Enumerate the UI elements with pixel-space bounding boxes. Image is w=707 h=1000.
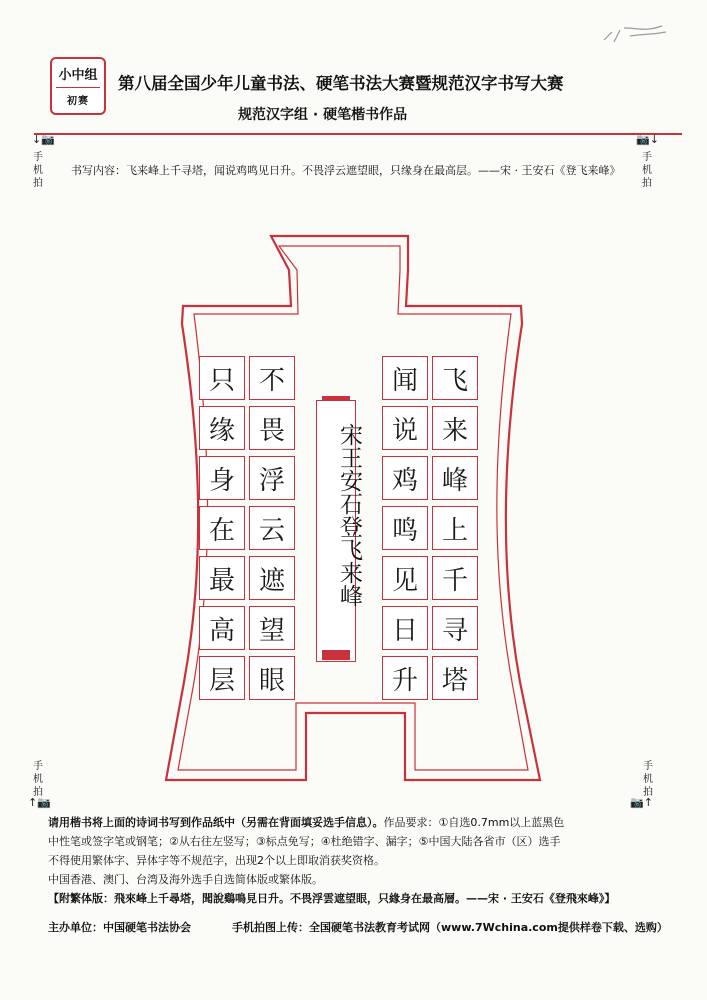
- instructions-lead: 请用楷书将上面的诗词书写到作品纸中（另需在背面填妥选手信息）。: [48, 816, 384, 829]
- char-cell: 最: [199, 556, 245, 600]
- char-cell: 层: [199, 656, 245, 700]
- char-cell: 遮: [249, 556, 295, 600]
- char-cell: 说: [382, 406, 428, 450]
- camera-marker-top-left: ↓📷: [32, 133, 55, 146]
- instructions-requirements: 作品要求：①自选0.7mm以上蓝黑色: [383, 816, 565, 829]
- page-title: 第八届全国少年儿童书法、硬笔书法大赛暨规范汉字书写大赛: [118, 74, 564, 93]
- char-cell: 望: [249, 606, 295, 650]
- signature-bracket-bottom: [322, 650, 350, 660]
- camera-marker-bottom-right: 📷↑: [630, 796, 653, 809]
- page-subtitle: 规范汉字组 · 硬笔楷书作品: [238, 107, 408, 123]
- instructions-line-4: 中国香港、澳门、台湾及海外选手自选简体版或繁体版。: [48, 873, 323, 886]
- poem-column-4: [199, 356, 247, 706]
- signature-box: [316, 400, 362, 662]
- side-label-top-left: 手机拍: [33, 152, 43, 189]
- writing-content: 书写内容：飞来峰上千寻塔，闻说鸡鸣见日升。不畏浮云遮望眼，只缘身在最高层。——宋 · 王安石《登飞来峰》: [71, 164, 621, 177]
- char-cell: 畏: [249, 406, 295, 450]
- side-label-top-right: 手机拍: [642, 152, 652, 189]
- char-cell: 千: [432, 556, 478, 600]
- char-cell: 见: [382, 556, 428, 600]
- char-cell: 浮: [249, 456, 295, 500]
- camera-marker-bottom-left: ↑📷: [28, 796, 51, 809]
- instructions-line-3: 不得使用繁体字、异体字等不规范字，出现2个以上即取消获奖资格。: [48, 854, 385, 867]
- char-cell: 寻: [432, 606, 478, 650]
- char-cell: 鸣: [382, 506, 428, 550]
- organizer: 主办单位：中国硬笔书法协会: [48, 921, 191, 934]
- char-cell: 身: [199, 456, 245, 500]
- side-label-bottom-right: 手机拍: [643, 761, 653, 798]
- char-cell: 升: [382, 656, 428, 700]
- side-label-bottom-left: 手机拍: [33, 761, 43, 798]
- upload-info: 手机拍图上传：全国硬笔书法教育考试网（www.7Wchina.com提供样卷下载、选购）: [232, 921, 668, 934]
- char-cell: 高: [199, 606, 245, 650]
- char-cell: 鸡: [382, 456, 428, 500]
- char-cell: 只: [199, 356, 245, 400]
- instructions-line-2: 中性笔或签字笔或钢笔；②从右往左竖写；③标点免写；④杜绝错字、漏字；⑤中国大陆各省市（区）选手: [48, 835, 561, 848]
- char-cell: 来: [432, 406, 478, 450]
- char-cell: 峰: [432, 456, 478, 500]
- char-cell: 不: [249, 356, 295, 400]
- traditional-version: 【附繁体版：飛來峰上千尋塔，聞說鷄鳴見日升。不畏浮雲遮望眼，只緣身在最高層。——宋 · 王安石《登飛來峰》】: [48, 892, 616, 905]
- instructions: [48, 813, 668, 908]
- char-cell: 上: [432, 506, 478, 550]
- poem-column-3: [249, 356, 297, 706]
- char-cell: 缘: [199, 406, 245, 450]
- char-cell: 眼: [249, 656, 295, 700]
- char-cell: 云: [249, 506, 295, 550]
- group-label: 小中组: [58, 68, 98, 83]
- stage-label: 初赛: [67, 96, 89, 107]
- char-cell: 闻: [382, 356, 428, 400]
- char-cell: 飞: [432, 356, 478, 400]
- poem-column-2: [382, 356, 430, 706]
- poem-column-1: [432, 356, 480, 706]
- camera-marker-top-right: 📷↓: [636, 133, 659, 146]
- char-cell: 日: [382, 606, 428, 650]
- char-cell: 在: [199, 506, 245, 550]
- char-cell: 塔: [432, 656, 478, 700]
- signature-text: 宋王安石登飞来峰: [336, 423, 362, 607]
